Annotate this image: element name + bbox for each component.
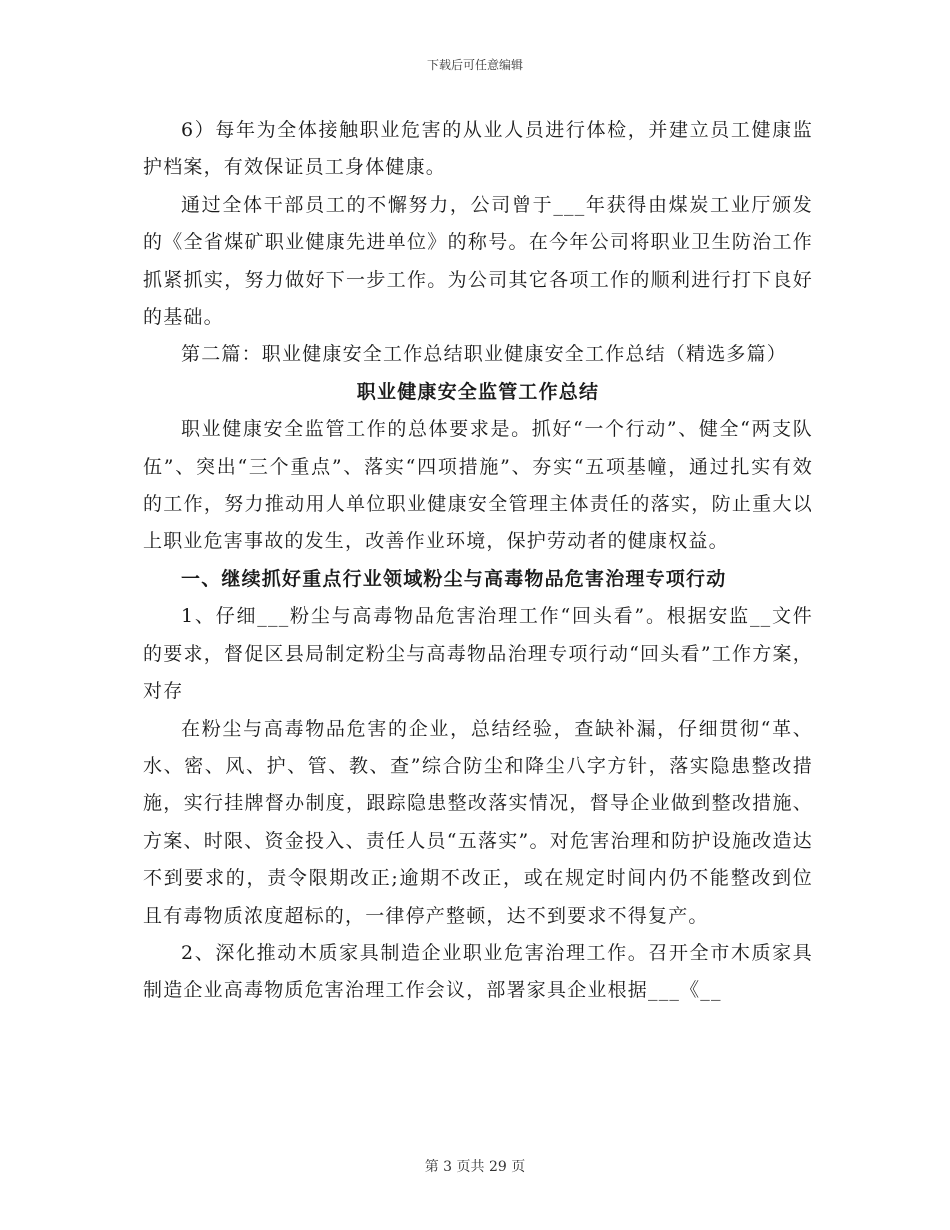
- section-title: 职业健康安全监管工作总结: [356, 380, 600, 403]
- document-body: [143, 112, 813, 1010]
- paragraph-item-2: 2、深化推动木质家具制造企业职业危害治理工作。召开全市木质家具制造企业高毒物质危害治理工作会议，部署家具企业根据___《__: [143, 941, 813, 1002]
- page-footer: 第 3 页共 29 页: [424, 1159, 526, 1175]
- section-heading-1: 一、继续抓好重点行业领域粉尘与高毒物品危害治理专项行动: [181, 567, 727, 590]
- page-header: 下载后可任意编辑: [426, 58, 523, 72]
- paragraph-health-checkup: 6）每年为全体接触职业危害的从业人员进行体检，并建立员工健康监护档案，有效保证员工身体健康。: [143, 119, 813, 179]
- paragraph-item-1-continued: 在粉尘与高毒物品危害的企业，总结经验，查缺补漏，仔细贯彻“革、水、密、风、护、管、教、查”综合防尘和降尘八字方针，落实隐患整改措施，实行挂牌督办制度，跟踪隐患整改落实情况，督导企业做到整改措施、方案、时限、资金投入、责任人员“五落实”。对危害治理和防护设施改造达不到要求的，责令限期改正;逾期不改正，或在规定时间内仍不能整改到位且有毒物质浓度超标的，一律停产整顿，达不到要求不得复产。: [143, 717, 813, 927]
- paragraph-overall-requirements: 职业健康安全监管工作的总体要求是。抓好“一个行动”、健全“两支队伍”、突出“三个重点”、落实“四项措施”、夯实“五项基幢，通过扎实有效的工作，努力推动用人单位职业健康安全管理主体责任的落实，防止重大以上职业危害事故的发生，改善作业环境，保护劳动者的健康权益。: [143, 418, 813, 553]
- paragraph-item-1: 1、仔细___粉尘与高毒物品危害治理工作“回头看”。根据安监__文件的要求，督促区县局制定粉尘与高毒物品治理专项行动“回头看”工作方案，对存: [143, 605, 813, 703]
- paragraph-second-article: 第二篇：职业健康安全工作总结职业健康安全工作总结（精选多篇）: [181, 343, 788, 366]
- paragraph-award: 通过全体干部员工的不懈努力，公司曾于___年获得由煤炭工业厅颁发的《全省煤矿职业健康先进单位》的称号。在今年公司将职业卫生防治工作抓紧抓实，努力做好下一步工作。为公司其它各项工作的顺利进行打下良好的基础。: [143, 193, 813, 329]
